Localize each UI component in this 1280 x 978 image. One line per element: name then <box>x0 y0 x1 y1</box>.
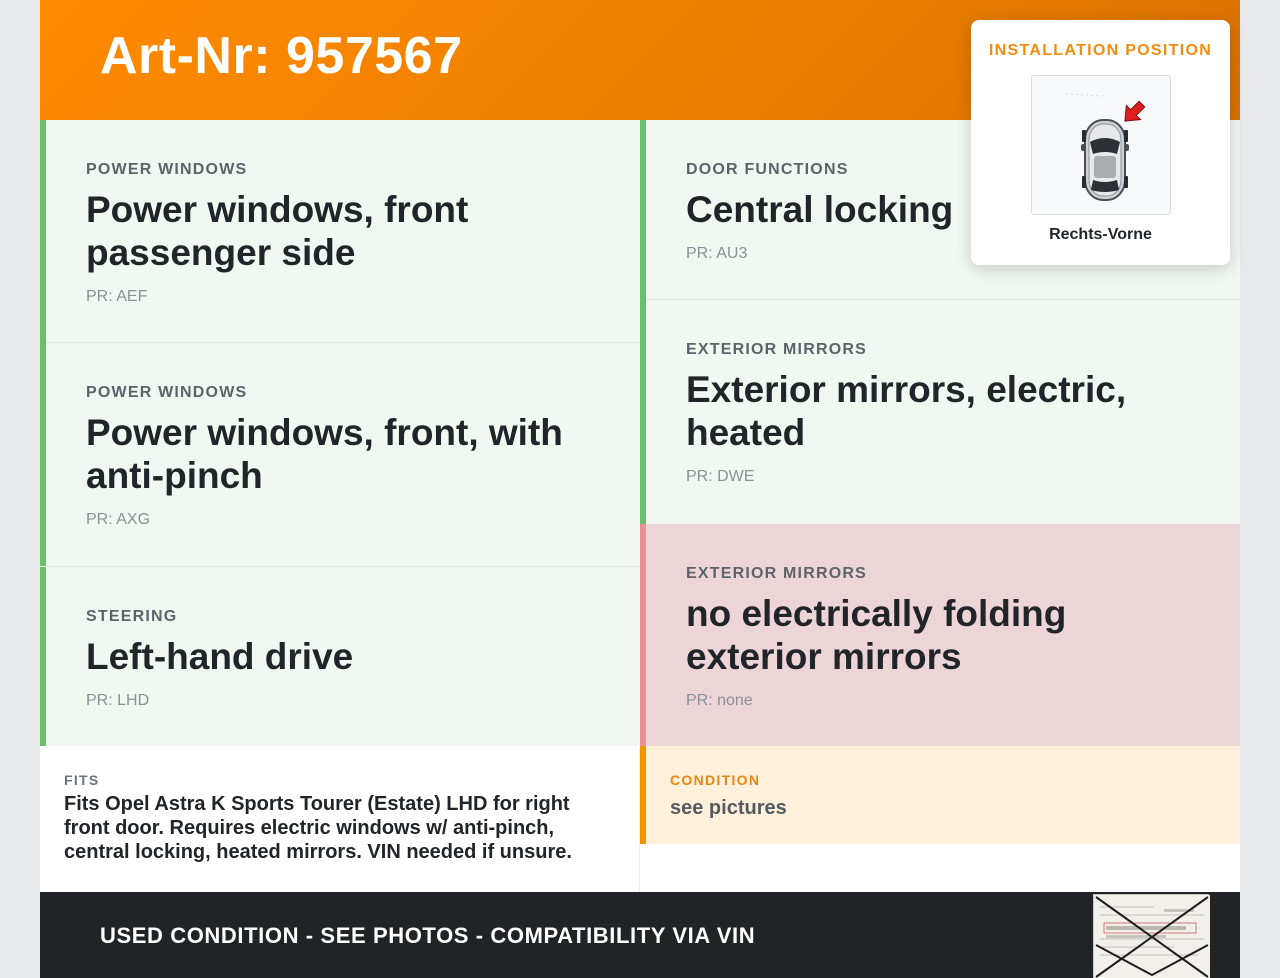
car-diagram-graphic <box>1032 76 1172 216</box>
footer-bar <box>40 892 1240 978</box>
feature-title: Exterior mirrors, electric, heated <box>686 369 1127 453</box>
feature-category: DOOR FUNCTIONS <box>686 161 849 178</box>
condition-label: CONDITION <box>670 772 761 788</box>
feature-pr-code: PR: LHD <box>86 692 150 709</box>
feature-category: EXTERIOR MIRRORS <box>686 565 867 582</box>
feature-card-power-windows-anti-pinch <box>40 343 640 566</box>
feature-card-power-windows-passenger <box>40 120 640 343</box>
feature-category: STEERING <box>86 608 178 625</box>
article-number-title: Art-Nr: 957567 <box>100 27 463 85</box>
feature-pr-code: PR: none <box>686 692 753 709</box>
installation-position-popup <box>971 20 1230 265</box>
feature-pr-code: PR: AXG <box>86 511 151 528</box>
feature-pr-code: PR: AU3 <box>686 245 748 262</box>
installation-position-title: INSTALLATION POSITION <box>988 42 1213 59</box>
installation-position-label: Rechts-Vorne <box>1049 226 1152 243</box>
registration-document-thumbnail-icon[interactable] <box>1093 894 1209 978</box>
feature-card-no-folding-mirrors <box>640 524 1240 746</box>
feature-pr-code: PR: DWE <box>686 468 755 485</box>
feature-card-exterior-mirrors-heated <box>640 300 1240 524</box>
condition-text: see pictures <box>670 797 787 819</box>
fits-label: FITS <box>64 772 100 788</box>
document-thumbnail-graphic <box>1094 895 1210 978</box>
feature-title: no electrically folding exterior mirrors <box>686 593 1067 677</box>
feature-category: POWER WINDOWS <box>86 384 248 401</box>
feature-title: Left-hand drive <box>86 636 354 677</box>
fits-section <box>40 746 640 892</box>
footer-text: USED CONDITION - SEE PHOTOS - COMPATIBILITY VIA VIN <box>100 923 756 948</box>
feature-card-steering <box>40 567 640 746</box>
feature-title: Central locking <box>686 189 954 230</box>
feature-pr-code: PR: AEF <box>86 288 148 305</box>
condition-section <box>640 746 1240 844</box>
feature-title: Power windows, front, with anti-pinch <box>86 412 563 496</box>
fits-text: Fits Opel Astra K Sports Tourer (Estate) LHD for right front door. Requires electric windows w/ anti-pinch, central locking, heated mirrors. VIN needed if unsure. <box>64 793 572 863</box>
feature-category: POWER WINDOWS <box>86 161 248 178</box>
feature-category: EXTERIOR MIRRORS <box>686 341 867 358</box>
feature-title: Power windows, front passenger side <box>86 189 469 273</box>
car-top-view-with-arrow-icon[interactable] <box>1031 75 1171 215</box>
